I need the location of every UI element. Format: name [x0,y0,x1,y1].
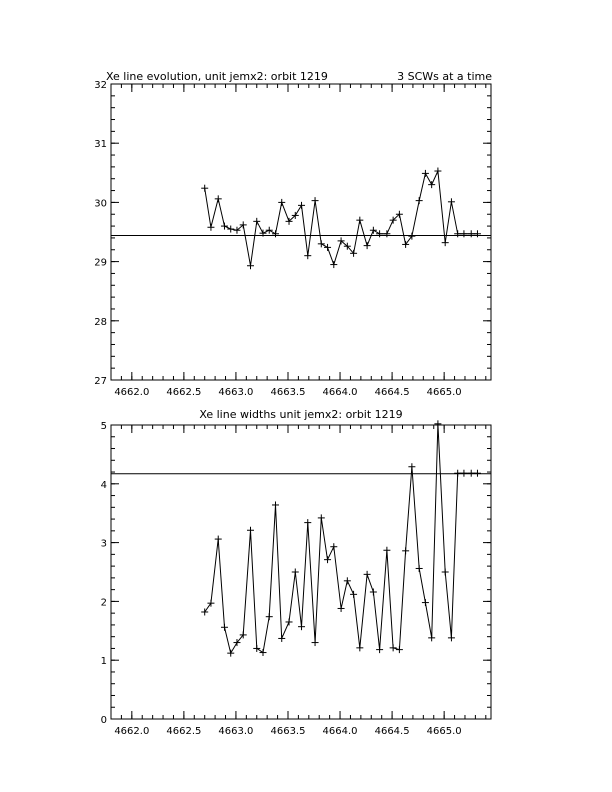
evolution-data-point [370,227,377,234]
evolution-chart-subtitle: 3 SCWs at a time [397,70,492,83]
widths-data-point [253,645,260,652]
widths-x-tick-label: 4663.0 [218,726,254,737]
evolution-data-point [468,230,475,237]
widths-data-point [390,644,397,651]
widths-data-point [221,624,228,631]
evolution-x-tick-label: 4663.0 [218,387,254,398]
evolution-data-point [207,224,214,231]
evolution-y-tick-label: 31 [94,139,107,151]
widths-data-point [215,536,222,543]
widths-data-point [350,591,357,598]
evolution-data-point [215,195,222,202]
evolution-series-line [205,171,478,266]
widths-data-point [448,634,455,641]
evolution-data-point [324,244,331,251]
widths-y-tick-label: 3 [100,538,107,550]
widths-data-point [422,599,429,606]
evolution-y-tick-label: 27 [94,376,107,387]
widths-chart-title: Xe line widths unit jemx2: orbit 1219 [199,408,403,421]
widths-series-line [205,424,478,653]
widths-data-point [434,420,441,427]
evolution-y-tick-label: 29 [94,257,107,269]
widths-data-point [318,514,325,521]
evolution-data-point [402,241,409,248]
evolution-data-point [304,252,311,259]
evolution-data-point [221,223,228,230]
evolution-data-point [442,239,449,246]
widths-data-point [324,556,331,563]
widths-data-point [376,646,383,653]
widths-panel [101,408,491,737]
evolution-data-point [428,181,435,188]
evolution-data-point [330,261,337,268]
evolution-data-point [474,230,481,237]
widths-data-point [207,600,214,607]
widths-data-point [330,543,337,550]
widths-data-point [442,569,449,576]
widths-data-point [370,588,377,595]
evolution-x-tick-label: 4664.5 [374,387,410,398]
evolution-x-tick-label: 4662.0 [114,387,150,398]
widths-x-tick-label: 4664.0 [322,726,358,737]
widths-data-point [344,577,351,584]
widths-y-tick-label: 0 [100,715,107,726]
evolution-x-tick-label: 4663.5 [270,387,306,398]
evolution-data-point [460,230,467,237]
widths-data-point [396,646,403,653]
widths-data-point [460,470,467,477]
evolution-data-point [298,202,305,209]
widths-data-point [304,519,311,526]
evolution-data-point [278,199,285,206]
widths-y-tick-label: 2 [100,597,107,609]
widths-data-point [338,605,345,612]
widths-data-point [292,569,299,576]
evolution-data-point [227,226,234,233]
widths-data-point [402,547,409,554]
widths-data-point [286,618,293,625]
widths-x-tick-label: 4662.5 [166,726,202,737]
evolution-data-point [383,230,390,237]
evolution-data-point [266,227,273,234]
widths-data-point [364,571,371,578]
evolution-chart-title: Xe line evolution, unit jemx2: orbit 1219 [106,70,328,83]
widths-y-tick-label: 5 [100,421,107,432]
evolution-y-tick-label: 32 [94,80,107,91]
widths-data-point [227,650,234,657]
evolution-data-point [364,242,371,249]
evolution-x-tick-label: 4662.5 [166,387,202,398]
widths-data-point [474,470,481,477]
widths-data-point [312,639,319,646]
evolution-x-tick-label: 4665.0 [426,387,462,398]
evolution-data-point [454,230,461,237]
widths-data-point [428,634,435,641]
widths-x-tick-label: 4665.0 [426,726,462,737]
widths-data-point [266,613,273,620]
evolution-data-point [434,168,441,175]
widths-x-tick-label: 4664.5 [374,726,410,737]
evolution-data-point [272,230,279,237]
widths-y-tick-label: 1 [100,656,107,668]
evolution-data-point [448,198,455,205]
widths-data-point [468,470,475,477]
widths-data-point [356,644,363,651]
evolution-data-point [416,197,423,204]
widths-y-tick-label: 4 [100,479,107,491]
widths-data-point [298,623,305,630]
evolution-data-point [247,262,254,269]
evolution-data-point [201,185,208,192]
evolution-data-point [318,240,325,247]
widths-data-point [408,463,415,470]
widths-data-point [416,565,423,572]
widths-data-point [260,649,267,656]
evolution-data-point [422,170,429,177]
widths-x-tick-label: 4662.0 [114,726,150,737]
widths-data-point [278,635,285,642]
evolution-y-tick-label: 30 [94,198,107,210]
evolution-data-point [253,218,260,225]
evolution-data-point [312,197,319,204]
widths-data-point [272,501,279,508]
widths-data-point [201,608,208,615]
evolution-data-point [376,230,383,237]
evolution-plot-frame [111,84,491,380]
evolution-x-tick-label: 4664.0 [322,387,358,398]
widths-data-point [383,547,390,554]
evolution-y-tick-label: 28 [94,316,107,328]
evolution-data-point [356,217,363,224]
evolution-panel [94,70,492,398]
widths-x-tick-label: 4663.5 [270,726,306,737]
widths-data-point [454,470,461,477]
widths-data-point [247,527,254,534]
